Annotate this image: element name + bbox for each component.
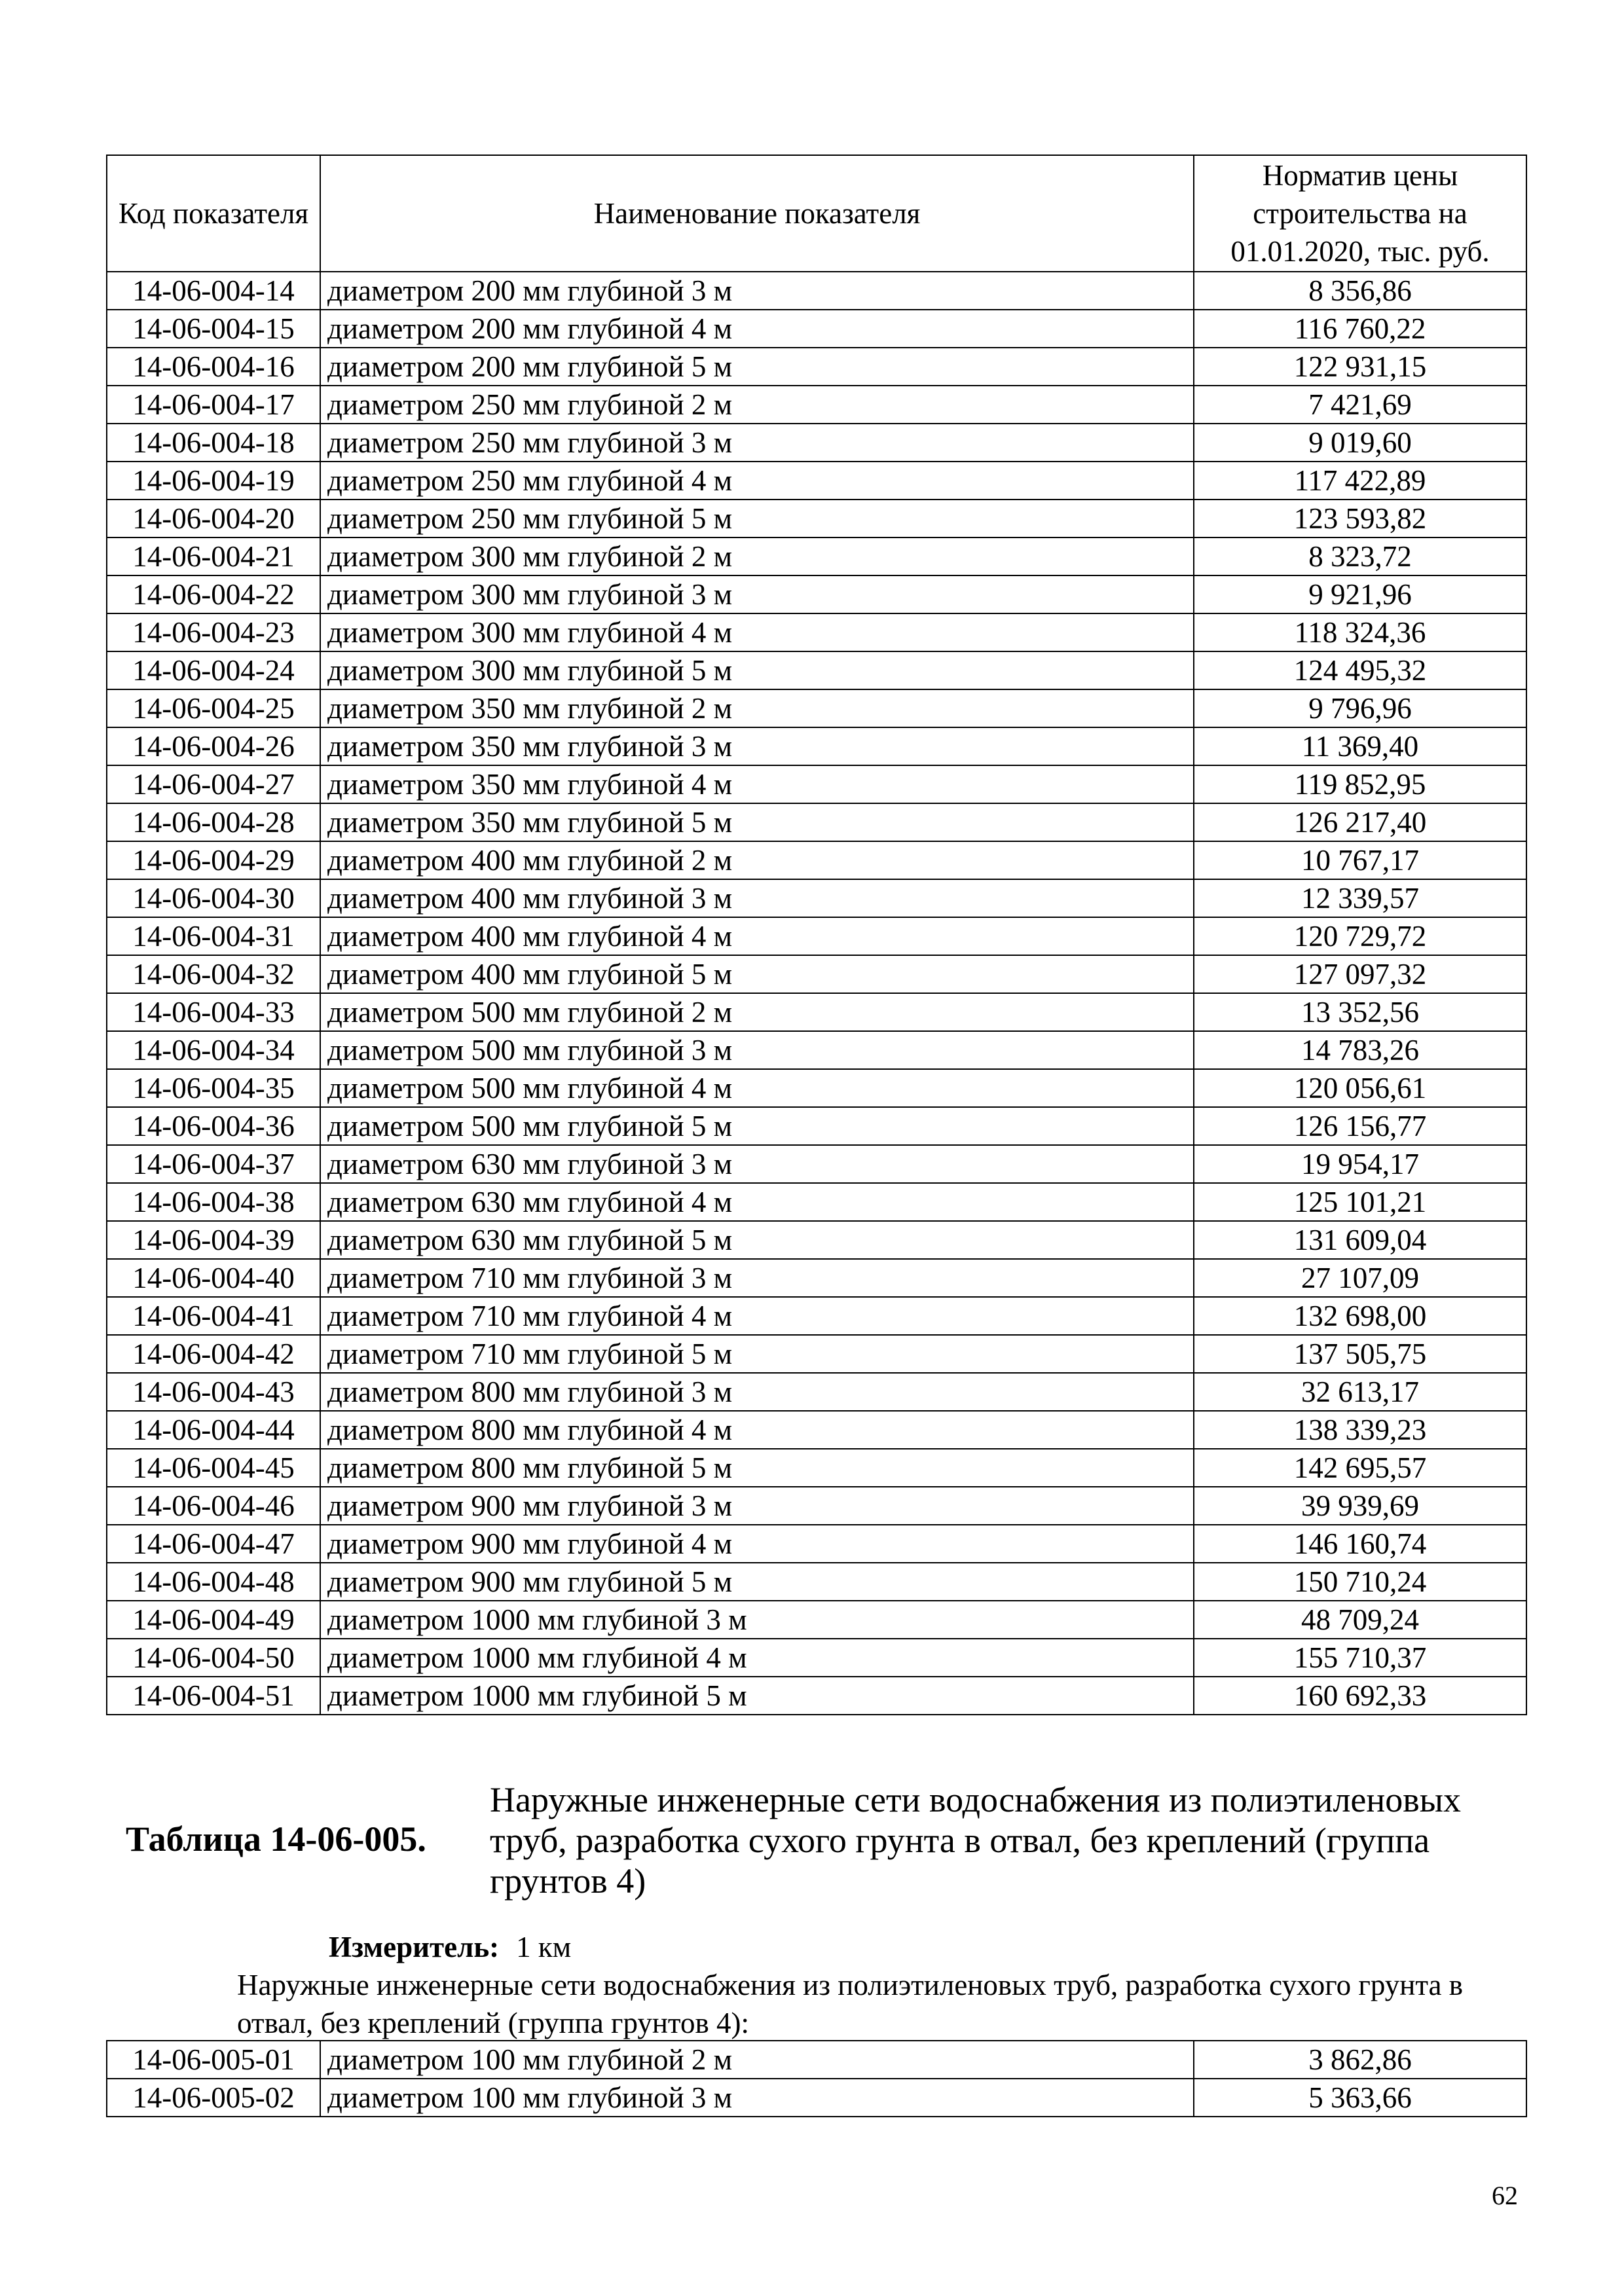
cell-name: диаметром 1000 мм глубиной 4 м [320, 1639, 1194, 1677]
cell-name: диаметром 800 мм глубиной 5 м [320, 1449, 1194, 1487]
table-row [107, 1601, 1526, 1639]
cell-name: диаметром 500 мм глубиной 3 м [320, 1031, 1194, 1069]
table-row [107, 1677, 1526, 1715]
cell-price: 19 954,17 [1194, 1145, 1526, 1183]
table-row [107, 1183, 1526, 1221]
cell-price: 125 101,21 [1194, 1183, 1526, 1221]
cell-name: диаметром 300 мм глубиной 4 м [320, 613, 1194, 651]
cell-code: 14-06-004-15 [107, 310, 320, 348]
cell-code: 14-06-004-51 [107, 1677, 320, 1715]
cell-code: 14-06-004-41 [107, 1297, 320, 1335]
cell-code: 14-06-004-39 [107, 1221, 320, 1259]
cell-price: 5 363,66 [1194, 2079, 1526, 2117]
table-row [107, 1639, 1526, 1677]
cell-name: диаметром 630 мм глубиной 5 м [320, 1221, 1194, 1259]
cell-code: 14-06-004-38 [107, 1183, 320, 1221]
cell-name: диаметром 400 мм глубиной 3 м [320, 879, 1194, 917]
cell-name: диаметром 350 мм глубиной 5 м [320, 803, 1194, 841]
table-header-row [107, 155, 1526, 272]
cell-name: диаметром 800 мм глубиной 4 м [320, 1411, 1194, 1449]
table-row [107, 613, 1526, 651]
cell-code: 14-06-004-32 [107, 955, 320, 993]
cell-price: 32 613,17 [1194, 1373, 1526, 1411]
cell-price: 119 852,95 [1194, 765, 1526, 803]
section-label: Таблица 14-06-005. [126, 1819, 426, 1859]
cell-price: 9 921,96 [1194, 575, 1526, 613]
cell-code: 14-06-004-16 [107, 348, 320, 386]
cell-code: 14-06-004-40 [107, 1259, 320, 1297]
cell-price: 116 760,22 [1194, 310, 1526, 348]
cell-name: диаметром 200 мм глубиной 4 м [320, 310, 1194, 348]
cell-code: 14-06-004-14 [107, 272, 320, 310]
table-row [107, 803, 1526, 841]
header-name: Наименование показателя [320, 155, 1194, 272]
cell-name: диаметром 500 мм глубиной 5 м [320, 1107, 1194, 1145]
cell-price: 9 019,60 [1194, 424, 1526, 462]
cell-name: диаметром 250 мм глубиной 4 м [320, 462, 1194, 500]
cell-price: 8 323,72 [1194, 538, 1526, 575]
table-row [107, 1221, 1526, 1259]
cell-code: 14-06-004-24 [107, 651, 320, 689]
cell-name: диаметром 250 мм глубиной 5 м [320, 500, 1194, 538]
cell-name: диаметром 250 мм глубиной 2 м [320, 386, 1194, 424]
cell-code: 14-06-005-01 [107, 2041, 320, 2079]
table-row [107, 955, 1526, 993]
cell-name: диаметром 300 мм глубиной 2 м [320, 538, 1194, 575]
table-row [107, 1259, 1526, 1297]
table-row [107, 765, 1526, 803]
cell-code: 14-06-004-17 [107, 386, 320, 424]
cell-price: 138 339,23 [1194, 1411, 1526, 1449]
cell-price: 120 729,72 [1194, 917, 1526, 955]
cell-name: диаметром 300 мм глубиной 5 м [320, 651, 1194, 689]
cell-name: диаметром 900 мм глубиной 4 м [320, 1525, 1194, 1563]
cell-name: диаметром 350 мм глубиной 4 м [320, 765, 1194, 803]
table-row [107, 841, 1526, 879]
table-row [107, 2041, 1526, 2079]
cell-name: диаметром 400 мм глубиной 5 м [320, 955, 1194, 993]
cell-price: 155 710,37 [1194, 1639, 1526, 1677]
cell-price: 120 056,61 [1194, 1069, 1526, 1107]
header-code: Код показателя [107, 155, 320, 272]
table-row [107, 1297, 1526, 1335]
table-row [107, 1487, 1526, 1525]
cell-name: диаметром 500 мм глубиной 2 м [320, 993, 1194, 1031]
cell-name: диаметром 800 мм глубиной 3 м [320, 1373, 1194, 1411]
cell-name: диаметром 710 мм глубиной 5 м [320, 1335, 1194, 1373]
cell-code: 14-06-004-44 [107, 1411, 320, 1449]
table-body [107, 272, 1526, 1715]
table-row [107, 424, 1526, 462]
cell-code: 14-06-004-43 [107, 1373, 320, 1411]
table-row [107, 689, 1526, 727]
cell-code: 14-06-004-35 [107, 1069, 320, 1107]
table-row [107, 575, 1526, 613]
section-title: Наружные инженерные сети водоснабжения из полиэтиленовых труб, разработка сухого грунта в отвал, без креплений (группа грунтов 4) [490, 1780, 1462, 1901]
cell-name: диаметром 1000 мм глубиной 5 м [320, 1677, 1194, 1715]
cell-code: 14-06-004-37 [107, 1145, 320, 1183]
table-row [107, 1145, 1526, 1183]
cell-name: диаметром 250 мм глубиной 3 м [320, 424, 1194, 462]
measure-label: Измеритель: [329, 1931, 500, 1963]
table-row [107, 1525, 1526, 1563]
table-row [107, 1411, 1526, 1449]
cell-code: 14-06-004-31 [107, 917, 320, 955]
cell-price: 142 695,57 [1194, 1449, 1526, 1487]
table-row [107, 2079, 1526, 2117]
cell-name: диаметром 350 мм глубиной 3 м [320, 727, 1194, 765]
cell-price: 126 156,77 [1194, 1107, 1526, 1145]
cell-name: диаметром 710 мм глубиной 4 м [320, 1297, 1194, 1335]
cell-name: диаметром 200 мм глубиной 3 м [320, 272, 1194, 310]
cell-name: диаметром 350 мм глубиной 2 м [320, 689, 1194, 727]
cell-code: 14-06-004-33 [107, 993, 320, 1031]
cell-code: 14-06-004-22 [107, 575, 320, 613]
cell-code: 14-06-004-49 [107, 1601, 320, 1639]
cell-code: 14-06-004-50 [107, 1639, 320, 1677]
cell-price: 131 609,04 [1194, 1221, 1526, 1259]
cell-price: 137 505,75 [1194, 1335, 1526, 1373]
table-row [107, 917, 1526, 955]
cell-code: 14-06-004-36 [107, 1107, 320, 1145]
table-row [107, 272, 1526, 310]
cell-code: 14-06-004-48 [107, 1563, 320, 1601]
cell-price: 118 324,36 [1194, 613, 1526, 651]
cell-code: 14-06-004-34 [107, 1031, 320, 1069]
cell-code: 14-06-004-26 [107, 727, 320, 765]
cell-code: 14-06-004-20 [107, 500, 320, 538]
cell-price: 150 710,24 [1194, 1563, 1526, 1601]
cell-name: диаметром 300 мм глубиной 3 м [320, 575, 1194, 613]
cell-price: 126 217,40 [1194, 803, 1526, 841]
cell-code: 14-06-004-25 [107, 689, 320, 727]
cell-name: диаметром 710 мм глубиной 3 м [320, 1259, 1194, 1297]
cell-code: 14-06-004-42 [107, 1335, 320, 1373]
cell-code: 14-06-004-28 [107, 803, 320, 841]
cell-code: 14-06-005-02 [107, 2079, 320, 2117]
table-row [107, 727, 1526, 765]
header-price: Норматив цены строительства на 01.01.2020, тыс. руб. [1194, 155, 1526, 272]
page-number: 62 [1492, 2181, 1518, 2210]
cell-name: диаметром 100 мм глубиной 3 м [320, 2079, 1194, 2117]
cell-price: 14 783,26 [1194, 1031, 1526, 1069]
cell-price: 39 939,69 [1194, 1487, 1526, 1525]
cell-code: 14-06-004-18 [107, 424, 320, 462]
cell-code: 14-06-004-30 [107, 879, 320, 917]
cell-price: 117 422,89 [1194, 462, 1526, 500]
cell-code: 14-06-004-23 [107, 613, 320, 651]
cell-price: 9 796,96 [1194, 689, 1526, 727]
cell-price: 13 352,56 [1194, 993, 1526, 1031]
cell-code: 14-06-004-45 [107, 1449, 320, 1487]
table-row [107, 1563, 1526, 1601]
cell-name: диаметром 630 мм глубиной 4 м [320, 1183, 1194, 1221]
cell-code: 14-06-004-19 [107, 462, 320, 500]
table-row [107, 1449, 1526, 1487]
cell-code: 14-06-004-21 [107, 538, 320, 575]
cell-code: 14-06-004-47 [107, 1525, 320, 1563]
measure-value: 1 км [516, 1931, 572, 1963]
cell-name: диаметром 500 мм глубиной 4 м [320, 1069, 1194, 1107]
cell-name: диаметром 900 мм глубиной 5 м [320, 1563, 1194, 1601]
table-row [107, 651, 1526, 689]
table-row [107, 879, 1526, 917]
price-table-2 [106, 2040, 1527, 2117]
cell-price: 123 593,82 [1194, 500, 1526, 538]
cell-price: 11 369,40 [1194, 727, 1526, 765]
cell-price: 8 356,86 [1194, 272, 1526, 310]
cell-name: диаметром 400 мм глубиной 2 м [320, 841, 1194, 879]
table-row [107, 1373, 1526, 1411]
cell-name: диаметром 100 мм глубиной 2 м [320, 2041, 1194, 2079]
table-row [107, 1335, 1526, 1373]
cell-code: 14-06-004-29 [107, 841, 320, 879]
table-row [107, 993, 1526, 1031]
table-row [107, 1107, 1526, 1145]
table-body-2 [107, 2041, 1526, 2117]
table-row [107, 462, 1526, 500]
cell-price: 146 160,74 [1194, 1525, 1526, 1563]
cell-price: 132 698,00 [1194, 1297, 1526, 1335]
table-row [107, 500, 1526, 538]
price-table [106, 155, 1527, 1715]
cell-code: 14-06-004-46 [107, 1487, 320, 1525]
measure-line [329, 1930, 571, 1964]
cell-name: диаметром 200 мм глубиной 5 м [320, 348, 1194, 386]
cell-name: диаметром 630 мм глубиной 3 м [320, 1145, 1194, 1183]
table-row [107, 1069, 1526, 1107]
table-row [107, 348, 1526, 386]
cell-price: 124 495,32 [1194, 651, 1526, 689]
table-row [107, 538, 1526, 575]
cell-price: 10 767,17 [1194, 841, 1526, 879]
cell-price: 127 097,32 [1194, 955, 1526, 993]
table-row [107, 1031, 1526, 1069]
table-row [107, 386, 1526, 424]
section-description: Наружные инженерные сети водоснабжения из полиэтиленовых труб, разработка сухого грунта в отвал, без креплений (группа грунтов 4): [237, 1969, 1464, 2039]
table-row [107, 310, 1526, 348]
cell-code: 14-06-004-27 [107, 765, 320, 803]
cell-price: 12 339,57 [1194, 879, 1526, 917]
cell-price: 27 107,09 [1194, 1259, 1526, 1297]
cell-name: диаметром 900 мм глубиной 3 м [320, 1487, 1194, 1525]
cell-name: диаметром 1000 мм глубиной 3 м [320, 1601, 1194, 1639]
cell-price: 3 862,86 [1194, 2041, 1526, 2079]
cell-price: 7 421,69 [1194, 386, 1526, 424]
cell-price: 160 692,33 [1194, 1677, 1526, 1715]
cell-price: 48 709,24 [1194, 1601, 1526, 1639]
cell-price: 122 931,15 [1194, 348, 1526, 386]
cell-name: диаметром 400 мм глубиной 4 м [320, 917, 1194, 955]
